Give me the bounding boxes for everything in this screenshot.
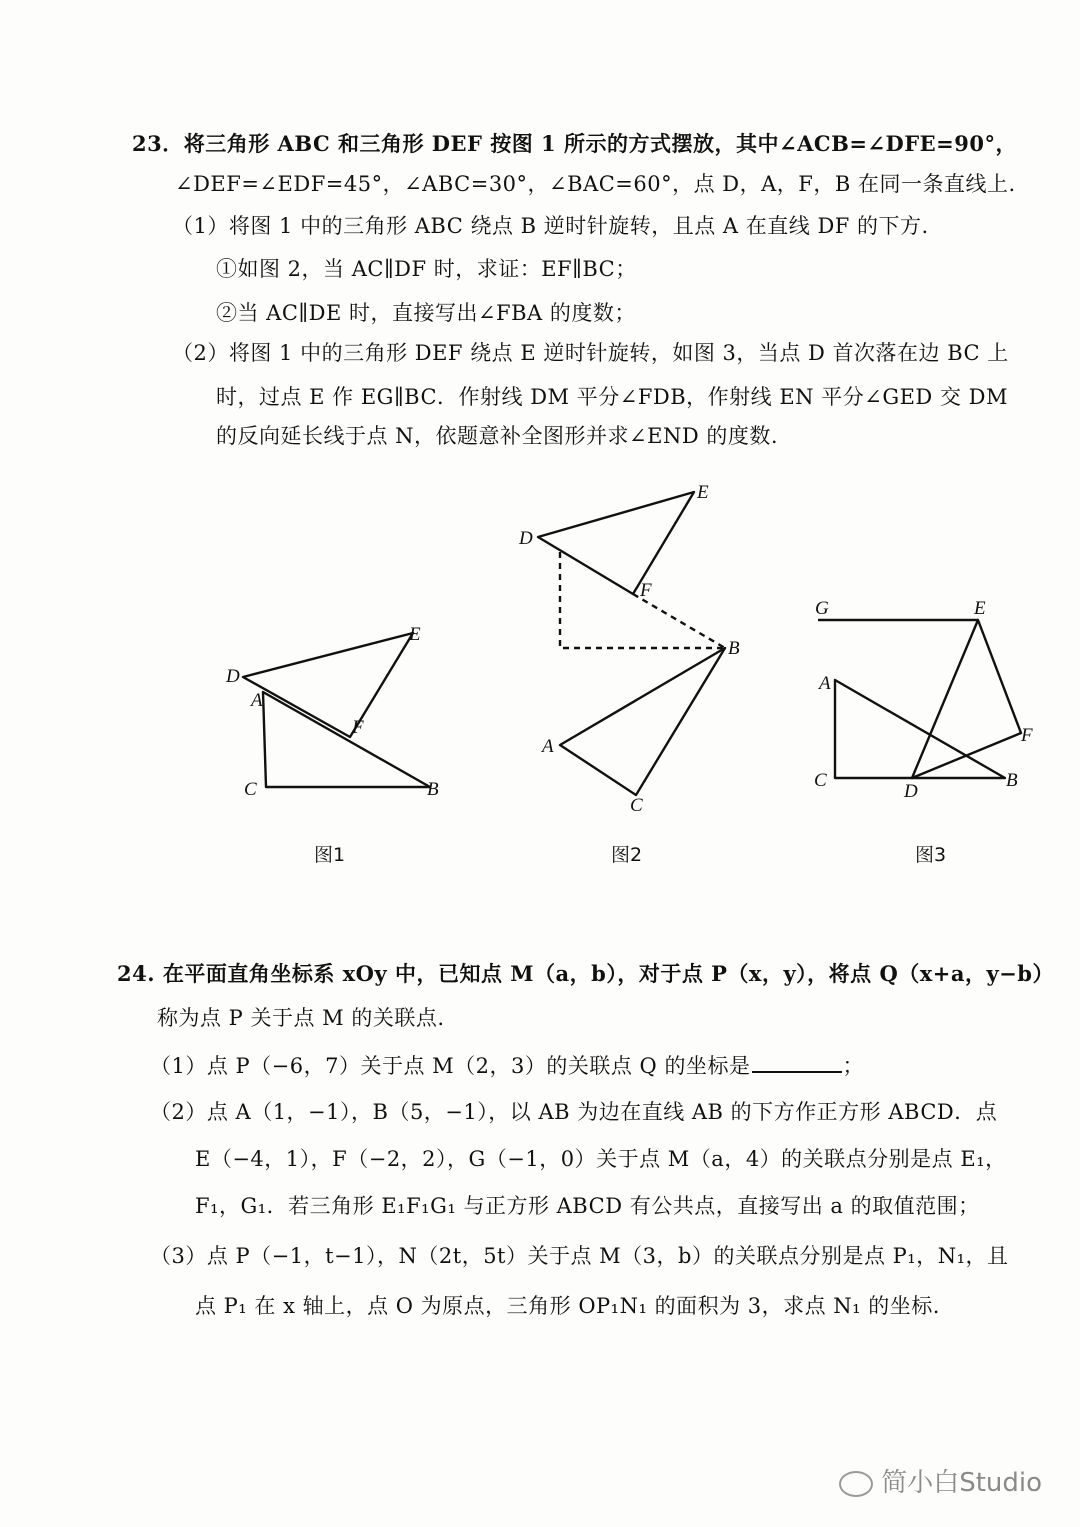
fig3-label-f: F: [1021, 725, 1033, 746]
fig3-label-g: G: [815, 598, 829, 619]
q24-part2-line2: E（−4，1），F（−2，2），G（−1，0）关于点 M（a，4）的关联点分别是点 E₁，: [195, 1147, 1007, 1171]
q24-part1: [150, 1050, 864, 1080]
q24-part1-end: ；: [842, 1054, 864, 1078]
fig3-label-b: B: [1006, 770, 1018, 791]
q24-line2: 称为点 P 关于点 M 的关联点.: [157, 1006, 445, 1030]
fig1-triangle-def: [243, 633, 413, 737]
fig1-label-b: B: [427, 779, 439, 800]
figure-1: [243, 633, 430, 787]
fig1-triangle-acb: [263, 692, 430, 787]
q24-answer-blank[interactable]: [752, 1053, 842, 1073]
fig1-caption: 图1: [314, 844, 346, 866]
fig2-label-b: B: [728, 638, 740, 659]
wechat-icon: [839, 1471, 873, 1497]
fig2-triangle-def: [538, 492, 694, 594]
q24-part1-text: （1）点 P（−6，7）关于点 M（2，3）的关联点 Q 的坐标是: [150, 1054, 751, 1078]
q24-part2-line3: F₁，G₁．若三角形 E₁F₁G₁ 与正方形 ABCD 有公共点，直接写出 a 的取值范围；: [195, 1194, 980, 1218]
fig2-label-c: C: [630, 795, 643, 816]
fig2-caption: 图2: [611, 844, 643, 866]
q24-part2-line1: （2）点 A（1，−1），B（5，−1），以 AB 为边在直线 AB 的下方作正方形 ABCD．点: [150, 1100, 998, 1124]
q23-sub1: ①如图 2，当 AC∥DF 时，求证：EF∥BC；: [216, 257, 637, 281]
fig1-label-e: E: [409, 624, 421, 645]
fig2-label-d: D: [519, 528, 533, 549]
fig1-label-a: A: [251, 690, 263, 711]
fig2-label-a: A: [542, 736, 554, 757]
fig3-label-e: E: [974, 598, 986, 619]
fig1-label-f: F: [352, 717, 364, 738]
q23-part2-line2: 时，过点 E 作 EG∥BC．作射线 DM 平分∠FDB，作射线 EN 平分∠GED 交 DM: [216, 385, 1008, 409]
fig3-triangle-edf: [912, 620, 1021, 778]
q23-sub2: ②当 AC∥DE 时，直接写出∠FBA 的度数；: [216, 301, 636, 325]
figure-3: [818, 620, 1021, 778]
q23-line1: 23．将三角形 ABC 和三角形 DEF 按图 1 所示的方式摆放，其中∠ACB=∠DFE=90°，: [132, 131, 1017, 156]
fig2-dashed-fb: [633, 594, 725, 648]
q24-line1: 24. 在平面直角坐标系 xOy 中，已知点 M（a，b），对于点 P（x，y），将点 Q（x+a，y−b）: [117, 961, 1054, 986]
fig1-label-d: D: [226, 666, 240, 687]
watermark: [839, 1462, 1042, 1499]
fig3-label-c: C: [814, 770, 827, 791]
watermark-text: 简小白Studio: [881, 1468, 1042, 1498]
fig3-label-d: D: [904, 781, 918, 802]
fig2-label-f: F: [640, 580, 652, 601]
fig3-label-a: A: [819, 673, 831, 694]
fig2-label-e: E: [697, 482, 709, 503]
q23-part1: （1）将图 1 中的三角形 ABC 绕点 B 逆时针旋转，且点 A 在直线 DF 的下方.: [172, 214, 929, 238]
figure-2: [538, 492, 725, 795]
q23-part2-line1: （2）将图 1 中的三角形 DEF 绕点 E 逆时针旋转，如图 3，当点 D 首次落在边 BC 上: [172, 341, 1009, 365]
q24-part3-line1: （3）点 P（−1，t−1），N（2t，5t）关于点 M（3，b）的关联点分别是点 P₁，N₁，且: [150, 1244, 1009, 1268]
q23-line2: ∠DEF=∠EDF=45°，∠ABC=30°，∠BAC=60°，点 D，A，F，B 在同一条直线上.: [175, 172, 1016, 196]
fig2-triangle-abc: [560, 648, 725, 795]
fig3-caption: 图3: [915, 844, 947, 866]
q24-part3-line2: 点 P₁ 在 x 轴上，点 O 为原点，三角形 OP₁N₁ 的面积为 3，求点 N₁ 的坐标.: [195, 1294, 940, 1318]
fig1-label-c: C: [244, 779, 257, 800]
q23-part2-line3: 的反向延长线于点 N，依题意补全图形并求∠END 的度数.: [216, 424, 779, 448]
fig3-triangle-acb: [835, 680, 1005, 778]
